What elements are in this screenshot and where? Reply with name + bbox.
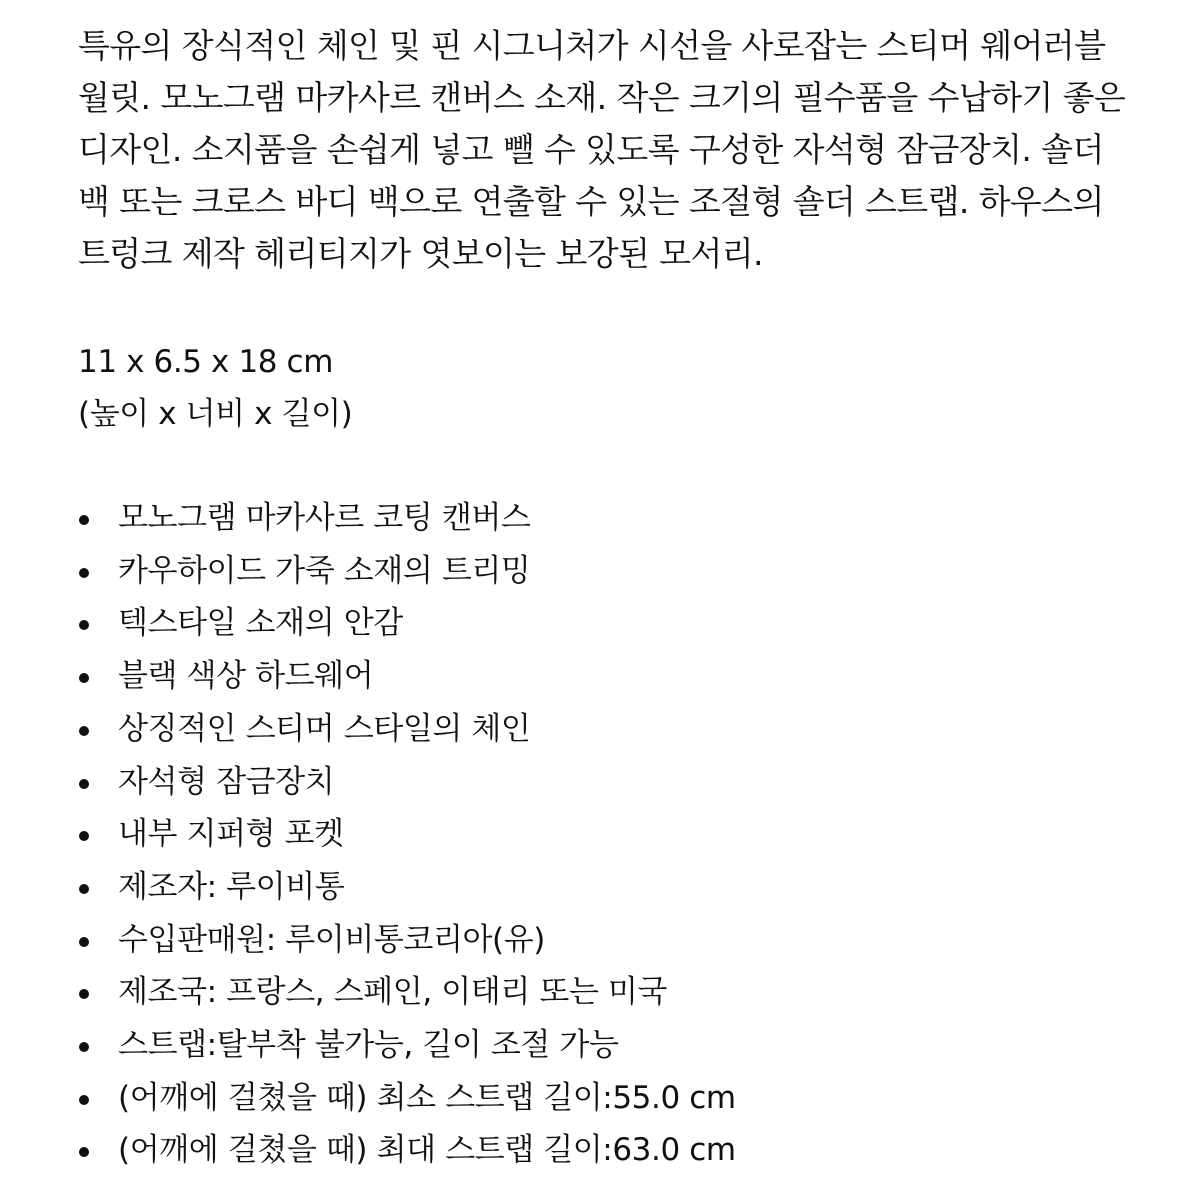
- feature-item: [78, 650, 1138, 703]
- feature-list: [78, 492, 1138, 1177]
- feature-item: [78, 914, 1138, 967]
- feature-text: 내부 지퍼형 포켓: [118, 816, 344, 853]
- feature-item: [78, 1072, 1138, 1125]
- feature-text: 수입판매원: 루이비통코리아(유): [118, 921, 545, 958]
- feature-item: [78, 492, 1138, 545]
- bullet-icon: [79, 831, 89, 841]
- bullet-icon: [79, 673, 89, 683]
- bullet-icon: [79, 620, 89, 630]
- bullet-icon: [79, 1042, 89, 1052]
- feature-text: (어깨에 걸쳤을 때) 최대 스트랩 길이:63.0 cm: [118, 1132, 736, 1169]
- feature-text: (어깨에 걸쳤을 때) 최소 스트랩 길이:55.0 cm: [118, 1079, 736, 1116]
- bullet-icon: [79, 779, 89, 789]
- feature-text: 스트랩:탈부착 불가능, 길이 조절 가능: [118, 1027, 619, 1064]
- feature-text: 모노그램 마카사르 코팅 캔버스: [118, 500, 531, 536]
- bullet-icon: [79, 1095, 89, 1105]
- dimensions-size: 11 x 6.5 x 18 cm: [78, 344, 333, 380]
- feature-text: 상징적인 스티머 스타일의 체인: [118, 710, 531, 747]
- feature-item: [78, 1019, 1138, 1072]
- feature-item: [78, 545, 1138, 598]
- feature-text: 텍스타일 소재의 안감: [118, 605, 403, 642]
- feature-item: [78, 703, 1138, 756]
- feature-item: [78, 966, 1138, 1019]
- product-details: [78, 20, 1138, 1177]
- product-description: 특유의 장식적인 체인 및 핀 시그니처가 시선을 사로잡는 스티머 웨어러블 월릿. 모노그램 마카사르 캔버스 소재. 작은 크기의 필수품을 수납하기 좋은 디자인. 소지품을 손쉽게 넣고 뺄 수 있도록 구성한 자석형 잠금장치. 숄더 백 또는 크로스 바디 백으로 연출할 수 있는 조절형 숄더 스트랩. 하우스의 트렁크 제작 헤리티지가 엿보이는 보강된 모서리.: [78, 26, 1126, 273]
- bullet-icon: [79, 884, 89, 894]
- feature-item: [78, 861, 1138, 914]
- feature-text: 카우하이드 가죽 소재의 트리밍: [118, 552, 531, 589]
- dimensions-block: [78, 336, 1138, 440]
- feature-item: [78, 756, 1138, 809]
- bullet-icon: [79, 515, 89, 525]
- dimensions-legend: (높이 x 너비 x 길이): [78, 396, 353, 432]
- feature-text: 제조자: 루이비통: [118, 868, 345, 905]
- feature-item: [78, 1124, 1138, 1177]
- bullet-icon: [79, 1147, 89, 1157]
- feature-item: [78, 597, 1138, 650]
- feature-text: 블랙 색상 하드웨어: [118, 658, 374, 695]
- bullet-icon: [79, 726, 89, 736]
- bullet-icon: [79, 989, 89, 999]
- feature-text: 자석형 잠금장치: [118, 763, 335, 800]
- bullet-icon: [79, 937, 89, 947]
- feature-item: [78, 808, 1138, 861]
- bullet-icon: [79, 568, 89, 578]
- feature-text: 제조국: 프랑스, 스페인, 이태리 또는 미국: [118, 974, 667, 1011]
